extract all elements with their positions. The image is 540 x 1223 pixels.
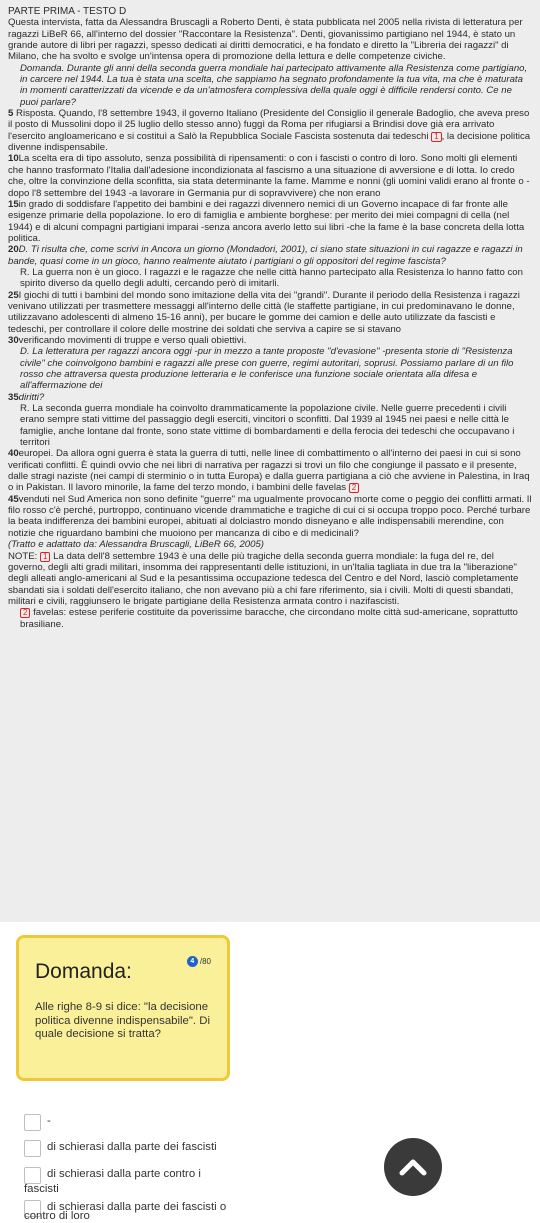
question-number-badge bbox=[187, 956, 211, 967]
note-1 bbox=[8, 551, 532, 608]
notes-label: NOTE: bbox=[8, 550, 38, 562]
paragraph-15-text: in grado di soddisfare l'appetito dei bambini e dei ragazzi divennero nemici di un Governo incapace di far fronte alle esigenze primarie della popolazione. Io ero di famiglia e ambiente borghese: per merito dei miei compagni di cella (nel 1944) e di alcuni compagni partigiani imparai -senza ancora averlo letto sui libri -che la fame è la base concreta della lotta politica. bbox=[8, 198, 525, 244]
answer-2: R. La guerra non è un gioco. I ragazzi e le ragazze che nelle città hanno partecipato alla Resistenza lo hanno fatto con spirito diverso da quello degli adulti, cercando però di imitarli. bbox=[20, 266, 523, 290]
source-citation: (Tratto e adattato da: Alessandra Bruscagli, LiBeR 66, 2005) bbox=[8, 539, 264, 551]
paragraph-35 bbox=[8, 392, 532, 403]
option-label: di schierasi dalla parte contro i bbox=[47, 1168, 201, 1180]
paragraph-10-text: La scelta era di tipo assoluto, senza possibilità di ripensamenti: o con i fascisti o contro di loro. Sono molti gli elementi che hanno trasformato l'Italia dall'adesione incondizionata al fascismo a una situazione di avversione e di lotta. Io credo che, oltre la convinzione della sconfitta, sia stata determinante la fame. Mamme e nonni (gli uomini validi erano al fronte o -dopo l'8 settembre del 1943 -a lavorare in Germania pur di sopravvivere) che non erano bbox=[8, 153, 530, 199]
option-label: - bbox=[47, 1115, 51, 1127]
answer-3: R. La seconda guerra mondiale ha coinvolto drammaticamente la popolazione civile. Nelle guerre precedenti i civili erano sempre stati vittime del passaggio degli eserciti, vincitori o sconfitti. Dal 1939 al 1945 nei paesi e nelle città le famiglie, anche lontane dal fronte, sono state vittime di bombardamenti e della ferocia dei tedeschi che occupavano i territori bbox=[20, 403, 515, 449]
line-number: 20 bbox=[8, 244, 19, 256]
paragraph-10 bbox=[8, 153, 532, 198]
option-checkbox[interactable] bbox=[24, 1140, 41, 1157]
paragraph-45-text: venduti nel Sud America non sono definite "guerre" ma ugualmente provocano morte come o peggio dei conflitti armati. Il filo rosso c'è perché, purtroppo, continuano vicende drammatiche e tragiche di cui ci si occupa troppo poco. Perché turbare la beata indifferenza dei bambini europei, abituati al dolciastro mondo disneyano e alle indispensabili merendine, con notizie che riguardano bambini che muoiono per mancanza di cibo e di medicinali? bbox=[8, 493, 532, 539]
option-checkbox[interactable] bbox=[24, 1114, 41, 1131]
option-label-continued: fascisti bbox=[24, 1183, 59, 1195]
answer-1-end: , la decisione politica divenne indispensabile. bbox=[8, 130, 531, 154]
paragraph-45 bbox=[8, 494, 532, 539]
option-label-continued: contro di loro bbox=[24, 1210, 90, 1222]
line-number: 5 bbox=[8, 108, 14, 120]
question-2-text: D. Ti risulta che, come scrivi in Ancora un giorno (Mondadori, 2001), ci siano state situazioni in cui ragazze e ragazzi in bande, quasi come in un gioco, hanno realmente aiutato i partigiani o gli oppositori del regime fascista? bbox=[8, 244, 523, 267]
paragraph-30-text: verificando movimenti di truppe e verso quali obiettivi. bbox=[18, 334, 247, 346]
line-number: 10 bbox=[8, 153, 19, 165]
note-ref[interactable]: 1 bbox=[431, 132, 441, 142]
note-2 bbox=[8, 607, 532, 630]
paragraph-40 bbox=[8, 448, 532, 493]
intro-paragraph: Questa intervista, fatta da Alessandra Bruscagli a Roberto Denti, è stata pubblicata nel 2005 nella rivista di letteratura per ragazzi LiBeR 66, all'interno del dossier "Raccontare la Resistenza". Denti, giovanissimo partigiano nel 1944, è stato un grande autore di libri per ragazzi, spesso dedicati ai diritti democratici, e ha fondato e diretto la "Libreria dei ragazzi" di Milano, che ha svolto e svolge un'intensa opera di promozione della lettura e delle competenze civiche. bbox=[8, 17, 523, 63]
option-checkbox[interactable] bbox=[24, 1167, 41, 1184]
question-2 bbox=[8, 244, 532, 267]
note-2-text: favelas: estese periferie costituite da poverissime baracche, che circondano molte città sud-americane, soprattutto brasiliane. bbox=[20, 607, 518, 630]
line-number: 40 bbox=[8, 448, 19, 460]
paragraph-25-text: I giochi di tutti i bambini del mondo sono imitazione della vita dei "grandi". Durante il periodo della Resistenza i ragazzi venivano utilizzati per trasmettere messaggi all'interno delle città (le staffette partigiane, in cui predominavano le donne, utilizzavano adolescenti di almeno 15-16 anni), per bucare le gomme dei camion e delle auto utilizzate da fascisti e tedeschi, per controllare il colore delle mostrine dei soldati che serviva a capire se si stavano bbox=[8, 289, 520, 335]
line-number: 45 bbox=[8, 493, 19, 505]
note-ref: 2 bbox=[20, 608, 30, 618]
paragraph-15 bbox=[8, 199, 532, 244]
option-label: di schierasi dalla parte dei fascisti o bbox=[47, 1201, 227, 1213]
note-ref: 1 bbox=[40, 552, 50, 562]
question-number: 4 bbox=[187, 956, 198, 967]
question-text: Alle righe 8-9 si dice: "la decisione politica divenne indispensabile". Di quale decisione si tratta? bbox=[35, 1001, 211, 1040]
answer-1 bbox=[8, 108, 532, 153]
answer-1-text: Risposta. Quando, l'8 settembre 1943, il governo Italiano (Presidente del Consiglio il generale Badoglio, che aveva preso il posto di Mussolini dopo il 25 luglio dello stesso anno) fuggì da Roma per rifugiarsi a Brindisi dove già era arrivato l'esercito angloamericano e si costituì a Salò la Repubblica Sociale Fascista sostenuta dai tedeschi bbox=[8, 108, 530, 142]
paragraph-35-text: diritti? bbox=[18, 391, 45, 403]
question-total: /80 bbox=[199, 957, 211, 966]
paragraph-40-text: europei. Da allora ogni guerra è stata la guerra di tutti, nelle linee di combattimento o all'interno dei paesi in cui si sono verificati conflitti. È quindi ovvio che nei libri di narrativa per ragazzi si trovi un filo che congiunge il passato e il presente, dalle stragi naziste (nei campi di sterminio o in tutta Europa) e dalla guerra partigiana a ciò che avviene in Palestina, in Iraq o in Pakistan. Il lavoro minorile, la fame del terzo mondo, i bambini delle favelas bbox=[8, 448, 530, 494]
question-card bbox=[16, 935, 230, 1081]
question-title: Domanda: bbox=[35, 960, 132, 983]
line-number: 25 bbox=[8, 289, 19, 301]
question-3: D. La letteratura per ragazzi ancora oggi -pur in mezzo a tante proposte "d'evasione" -presenta storie di "Resistenza civile" che coinvolgono bambini e ragazzi alle prese con guerre, regimi autoritari, soprusi. Possiamo parlare di un filo rosso che attraversa questa produzione letteraria e le conferisce una funzione sociale orientata alla difesa e all'affermazione dei bbox=[20, 346, 514, 392]
line-number: 35 bbox=[8, 391, 19, 403]
question-1: Domanda. Durante gli anni della seconda guerra mondiale hai partecipato attivamente alla Resistenza come partigiano, in carcere nel 1944. La tua è stata una scelta, che sappiamo ha segnato profondamente la tua vita, ma che è maturata in momenti caratterizzati da vicende e da un'atmosfera complessiva della quale oggi è difficile rendersi conto. Ce ne puoi parlare? bbox=[20, 62, 528, 108]
document-header: PARTE PRIMA - TESTO D bbox=[8, 6, 127, 17]
option-label: di schierasi dalla parte dei fascisti bbox=[47, 1141, 217, 1153]
line-number: 15 bbox=[8, 198, 19, 210]
line-number: 30 bbox=[8, 334, 19, 346]
paragraph-25 bbox=[8, 290, 532, 335]
chevron-up-icon bbox=[398, 1157, 428, 1177]
note-ref[interactable]: 2 bbox=[349, 483, 359, 493]
paragraph-30 bbox=[8, 335, 532, 346]
note-1-text: La data dell'8 settembre 1943 è una delle più tragiche della seconda guerra mondiale: la fuga del re, del governo, degli alti gradi militari, insomma dei rappresentanti delle istituzioni, in un'Italia tagliata in due tra la "liberazione" degli alleati anglo-americani al Sud e la pesantissima occupazione tedesca del Centro e del Nord, lasciò completamente sbandati sia i soldati dell'esercito italiano, che non avevano più a chi fare riferimento, sia i civili. Molti di questi sbandati, militari e civili, raggiunsero le brigate partigiane della Resistenza armata contro i nazifascisti. bbox=[8, 550, 519, 607]
scroll-up-button[interactable] bbox=[384, 1138, 442, 1196]
